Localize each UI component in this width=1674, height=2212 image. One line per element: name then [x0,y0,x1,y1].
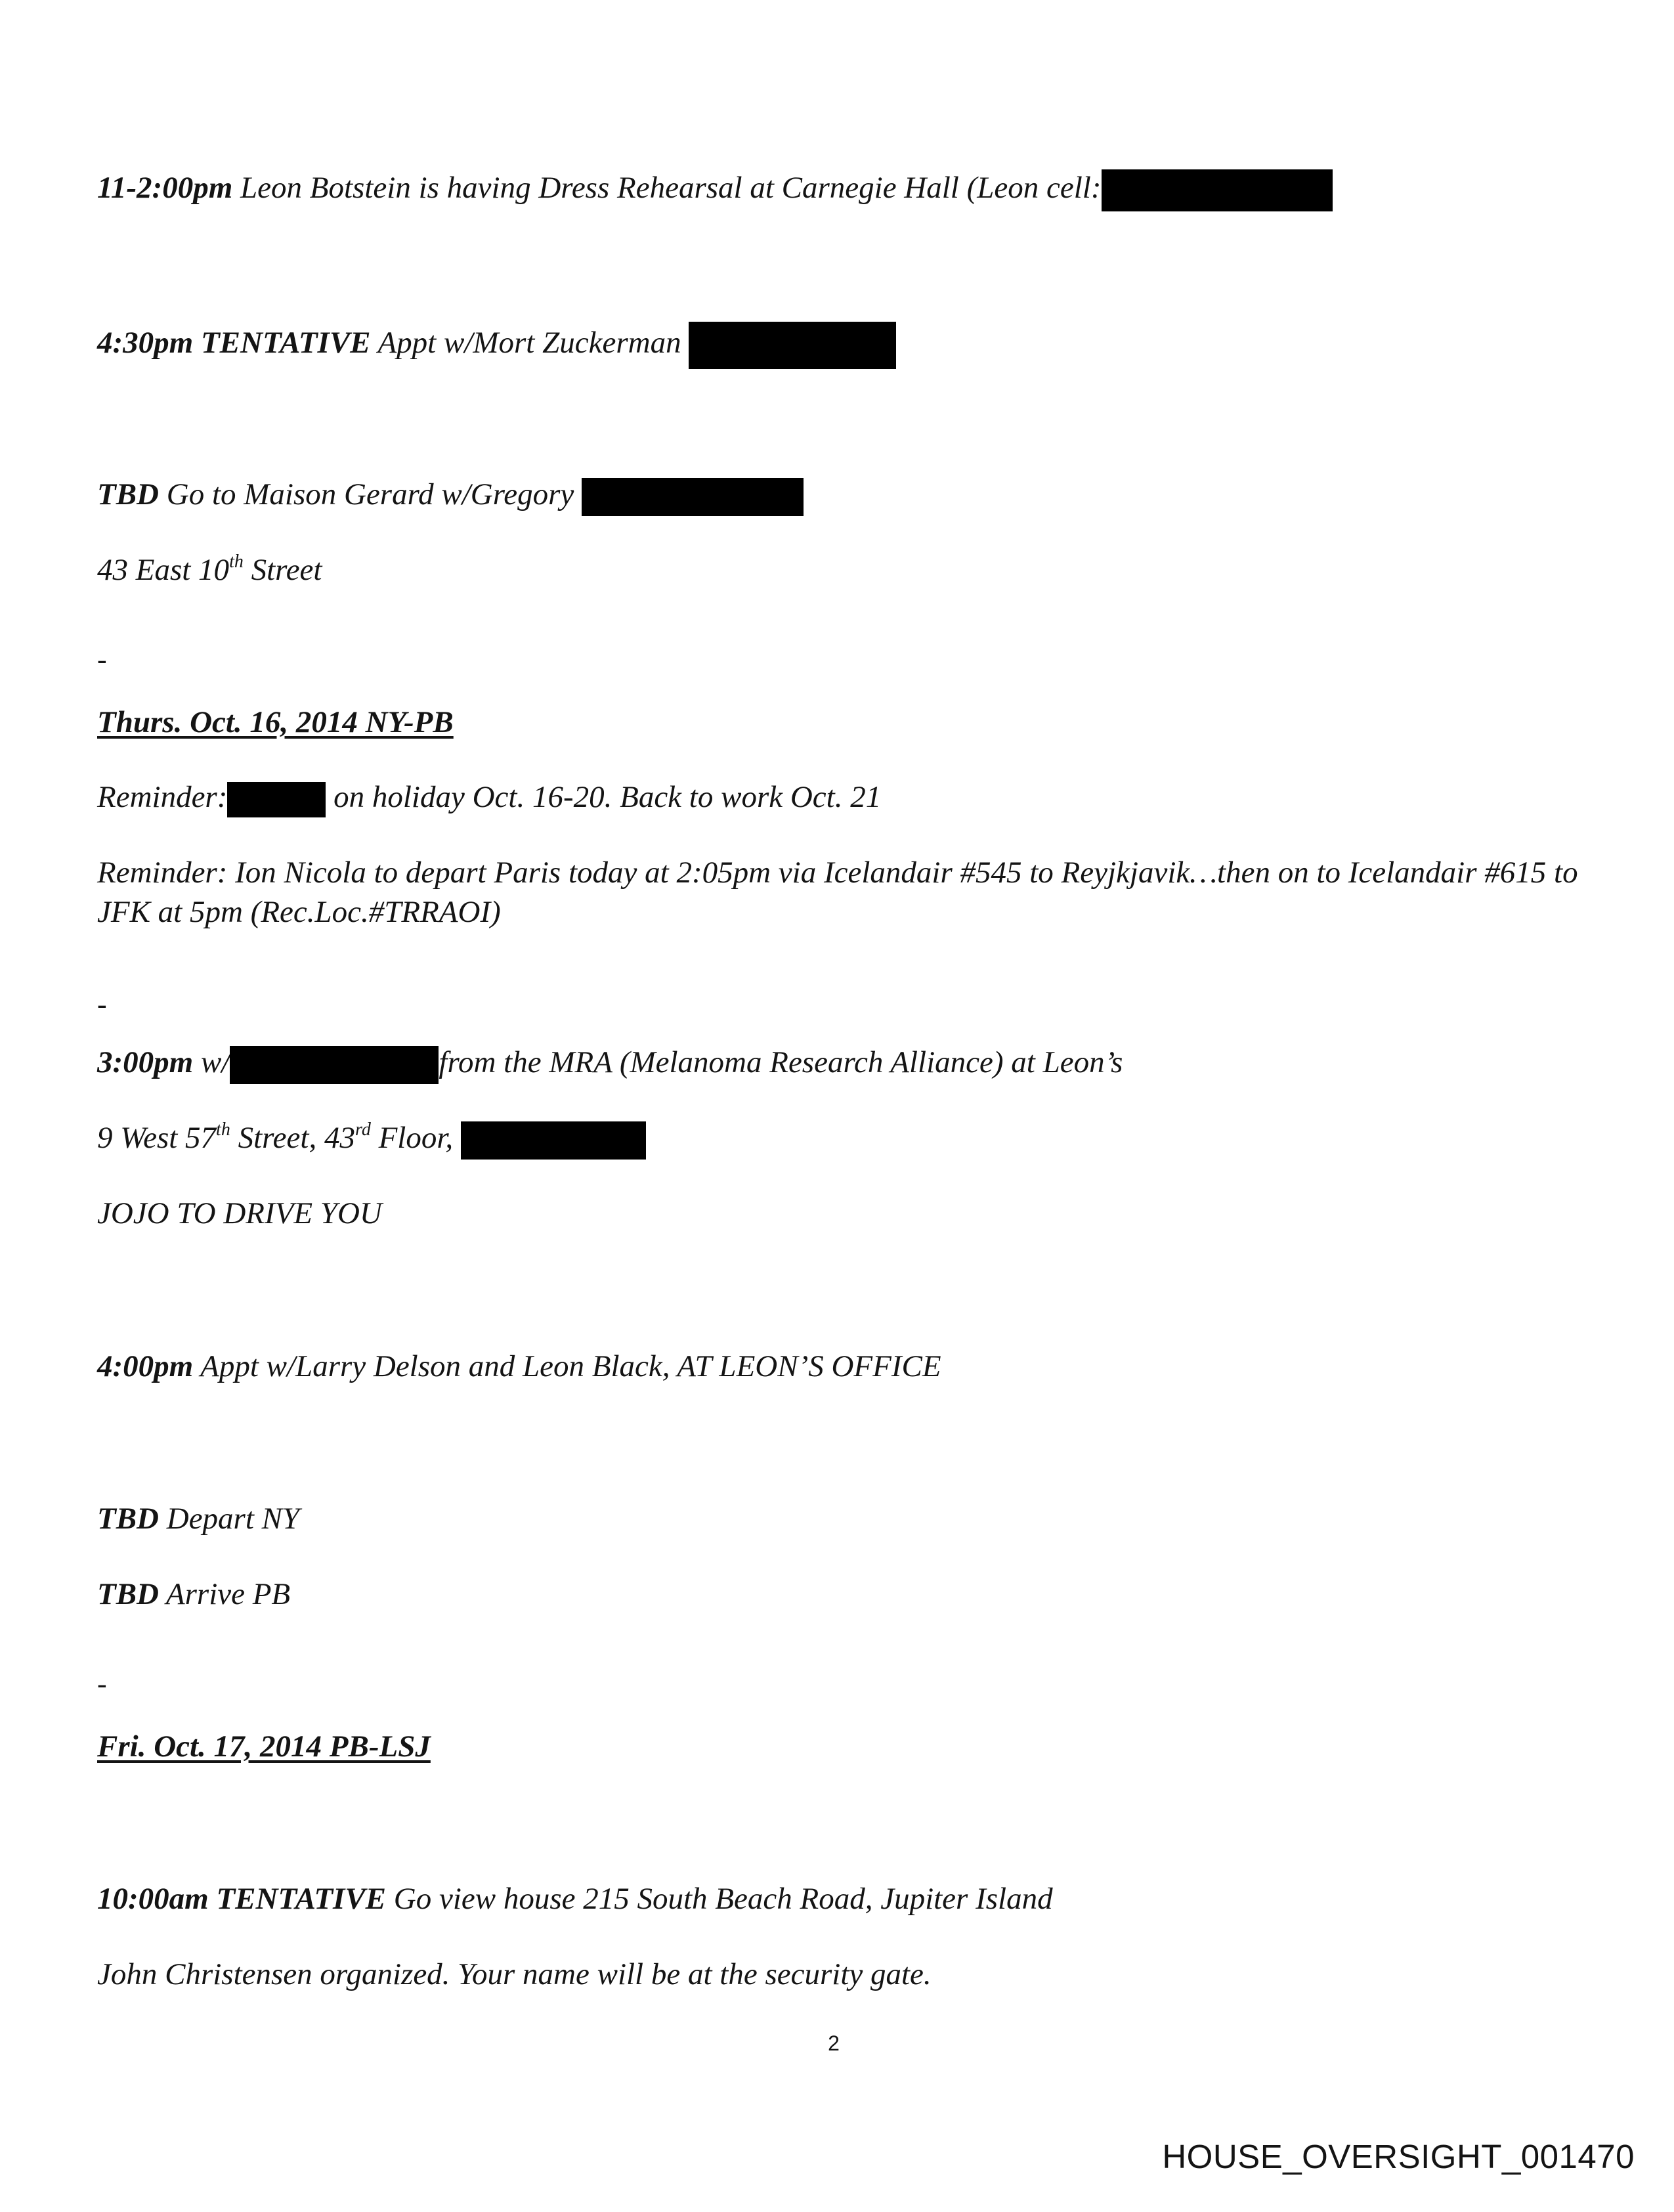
entry-depart-ny [97,1499,299,1538]
entry-text: Leon Botstein is having Dress Rehearsal at Carnegie Hall (Leon cell: [240,171,1102,205]
entry-text: Appt w/Larry Delson and Leon Black, AT LEON’S OFFICE [200,1349,941,1383]
redaction-box [230,1046,439,1084]
entry-text: Appt w/Mort Zuckerman [377,325,681,360]
address-superscript: th [216,1119,230,1140]
entry-time: 11-2:00pm [97,171,233,205]
entry-zuckerman [97,322,896,369]
redaction-box [689,322,896,369]
separator-dash: - [97,1668,107,1700]
entry-security-note: John Christensen organized. Your name will be at the security gate. [97,1957,932,1991]
entry-mra-meeting [97,1043,1123,1084]
entry-time: 4:00pm [97,1349,194,1383]
entry-larry-delson [97,1347,941,1386]
entry-text: Go to Maison Gerard w/Gregory [166,477,574,511]
address-text: Street, 43 [230,1121,355,1155]
address-superscript: rd [354,1119,371,1140]
reminder-holiday [97,777,881,817]
address-text: 9 West 57 [97,1121,217,1155]
entry-time: 10:00am TENTATIVE [97,1882,387,1916]
address-text: Floor, [370,1121,454,1155]
entry-address [97,550,322,590]
entry-mra-address [97,1118,646,1160]
redaction-box [227,782,326,817]
entry-time: 3:00pm [97,1045,194,1079]
entry-time: TBD [97,1502,159,1536]
bates-number: HOUSE_OVERSIGHT_001470 [1162,2138,1635,2175]
entry-text: from the MRA (Melanoma Research Alliance) at Leon’s [439,1045,1123,1079]
entry-time: TBD [97,477,159,511]
entry-text: Depart NY [166,1502,300,1536]
entry-time: TBD [97,1577,159,1611]
entry-text: w/ [193,1045,230,1079]
entry-text: Go view house 215 South Beach Road, Jupiter Island [393,1882,1053,1916]
separator-dash: - [97,643,107,676]
address-text: 43 East 10 [97,553,230,587]
entry-driver-note: JOJO TO DRIVE YOU [97,1196,382,1230]
redaction-box [1102,169,1333,211]
day-heading-fri: Fri. Oct. 17, 2014 PB-LSJ [97,1729,431,1764]
separator-dash: - [97,988,107,1020]
reminder-flight: Reminder: Ion Nicola to depart Paris today at 2:05pm via Icelandair #545 to Reyjkjavik…then on to Icelandair #615 to JFK at 5pm (Rec.Loc.#TRRAOI) [97,856,1578,929]
entry-arrive-pb [97,1574,290,1614]
entry-house-viewing [97,1879,1053,1919]
address-superscript: th [229,552,244,573]
entry-dress-rehearsal [97,168,1333,211]
day-heading-thurs: Thurs. Oct. 16, 2014 NY-PB [97,705,454,739]
redaction-box [582,478,804,516]
page-number: 2 [828,2031,840,2055]
address-text: Street [243,553,322,587]
entry-text: Arrive PB [165,1577,291,1611]
reminder-text: Reminder: [97,780,228,814]
reminder-text: on holiday Oct. 16-20. Back to work Oct. 21 [326,780,882,814]
entry-maison-gerard [97,475,804,516]
entry-time: 4:30pm TENTATIVE [97,325,371,360]
redaction-box [461,1121,646,1160]
